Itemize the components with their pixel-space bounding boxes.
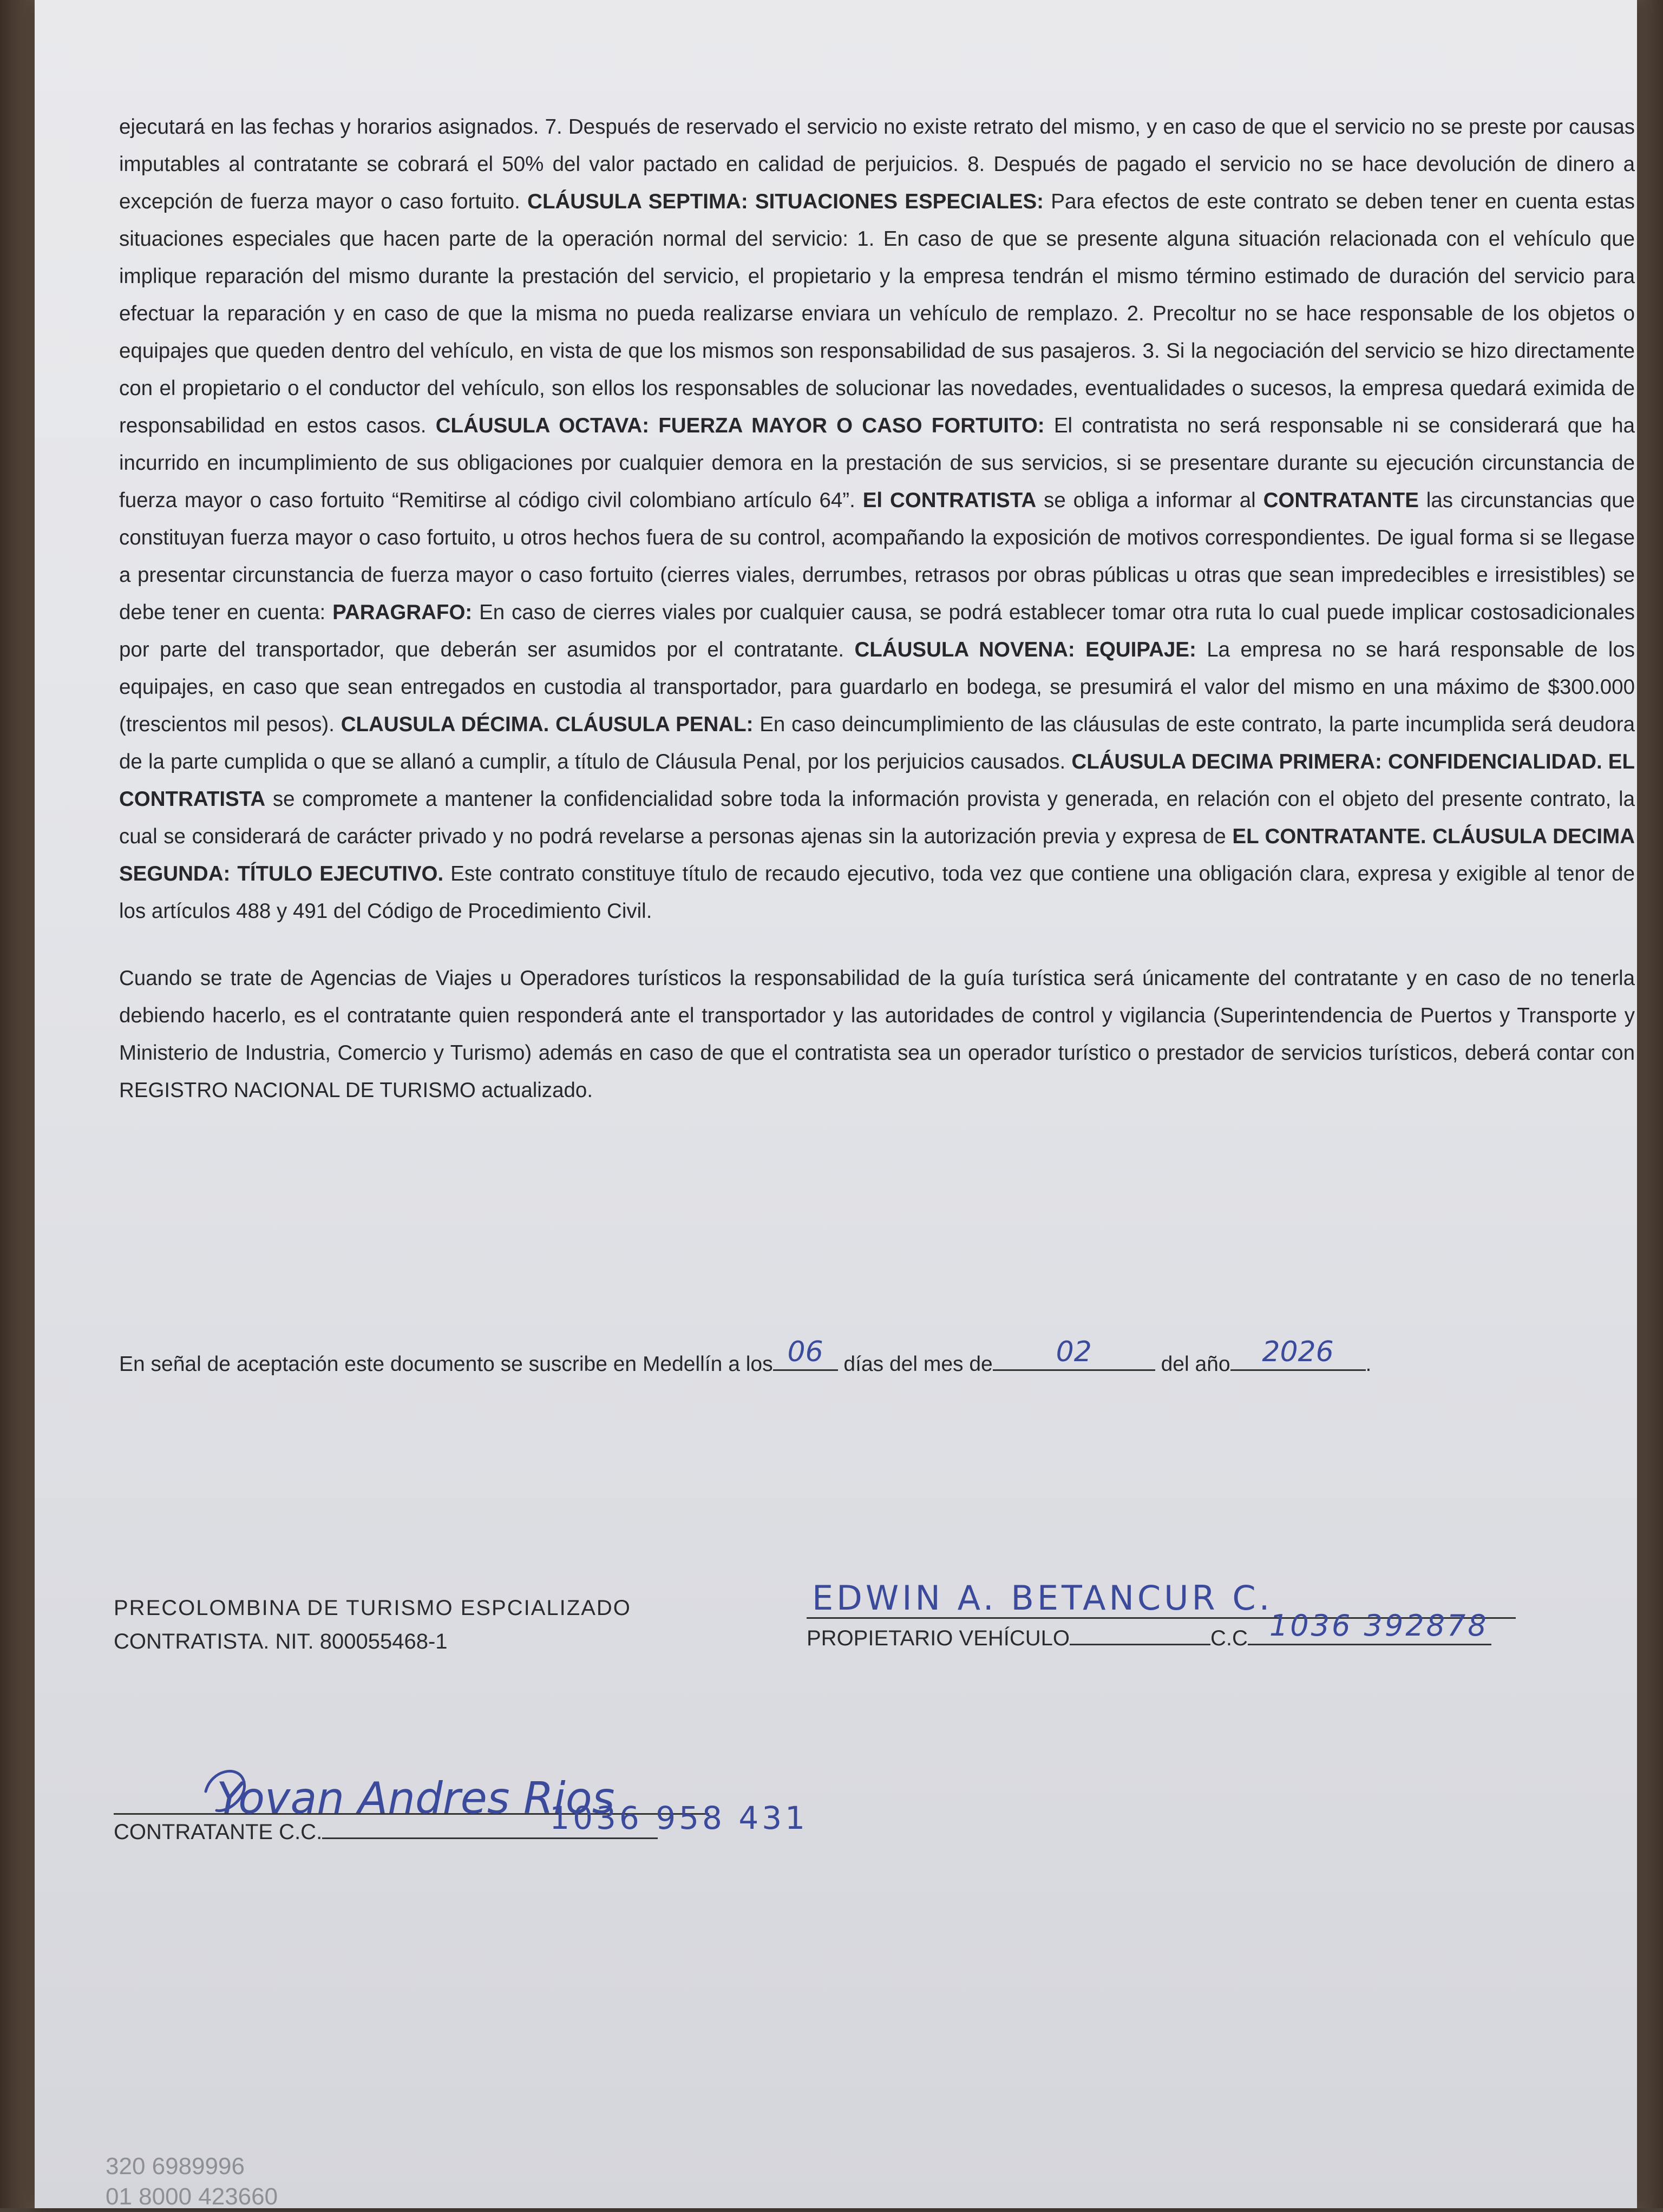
tourism-agency-paragraph: Cuando se trate de Agencias de Viajes u Operadores turísticos la responsabilidad de la guía turística será únicamente del contratante y en caso de no tenerla debiendo hacerlo, es el contratante quien responderá ante el transportador y las autoridades de control y vigilancia (Superintendencia de Puertos y Transporte y Ministerio de Industria, Comercio y Turismo) además en caso de que el contratista sea un operador turístico o prestador de servicios turísticos, deberá contar con REGISTRO NACIONAL DE TURISMO actualizado. [119,967,1635,1102]
clause-text: se compromete a mantener la confidencialidad sobre toda la información provista y generada, en relación con el objeto del presente contrato, la cual se considerará de carácter privado y no podrá revelarse a personas ajenas sin la autorización previa y expresa de [119,787,1635,848]
acceptance-prefix: En señal de aceptación este documento se suscribe en Medellín a los [119,1353,773,1376]
clause-heading: CLÁUSULA NOVENA: EQUIPAJE: [854,638,1196,661]
svg-text:Yovan Andres Rios: Yovan Andres Rios [217,1773,615,1823]
clause-heading: CLÁUSULA SEPTIMA: SITUACIONES ESPECIALES: [527,190,1044,213]
clause-heading: EL CONTRATANTE. CLÁUSULA DECIMA SEGUNDA: TÍTULO EJECUTIVO. [119,825,1635,885]
company-nit: CONTRATISTA. NIT. 800055468-1 [114,1630,448,1653]
acceptance-end: . [1365,1353,1372,1376]
clause-heading: PARAGRAFO: [332,601,473,624]
clause-heading: CLAUSULA DÉCIMA. CLÁUSULA PENAL: [341,713,754,736]
day-blank [773,1336,838,1371]
contratante-id-row [114,1800,809,1845]
clauses-paragraph [119,108,1635,930]
contratante-label: CONTRATANTE C.C. [114,1820,323,1844]
company-name: PRECOLOMBINA DE TURISMO ESPCIALIZADO [114,1596,631,1620]
company-signature-block [114,1591,631,1658]
clause-text: ejecutará en las fechas y horarios asignados. 7. Después de reservado el servicio no existe retrato del mismo, y en caso de que el servicio no se preste por causas imputables al contratante se cobrará el 50% del valor pactado en calidad de perjuicios. 8. Después de pagado el servicio no se hace devolución de dinero a excepción de fuerza mayor o caso fortuito. [119,115,1635,213]
owner-cc-label: C.C [1210,1626,1248,1650]
clause-text: El contratista no será responsable ni se considerará que ha incurrido en incumplimiento de sus obligaciones por cualquier demora en la prestación de sus servicios, si se presentare durante su ejecución circunstancia de fuerza mayor o caso fortuito “Remitirse al código civil colombiano artículo 64”. [119,414,1635,512]
clause-heading: CLÁUSULA OCTAVA: FUERZA MAYOR O CASO FORTUITO: [435,414,1045,437]
clause-heading: CLÁUSULA DECIMA PRIMERA: CONFIDENCIALIDAD. EL CONTRATISTA [119,750,1635,811]
footer-phone-2: 01 8000 423660 [106,2183,278,2210]
acceptance-year-label: del año [1161,1353,1230,1376]
month-blank [993,1336,1155,1371]
footer-phones [106,2151,278,2212]
clause-text: La empresa no se hará responsable de los equipajes, en caso que sean entregados en custodia al transportador, para guardarlo en bodega, se presumirá el valor del mismo en una máximo de $300.000 (trescientos mil pesos). [119,638,1635,736]
owner-blank [1070,1624,1210,1645]
clause-heading: CONTRATANTE [1263,489,1419,512]
owner-name-handwritten: EDWIN A. BETANCUR C. [812,1578,1273,1618]
day-value: 06 [787,1336,823,1368]
month-value: 02 [1056,1336,1092,1368]
clause-heading: El CONTRATISTA [862,489,1037,512]
clause-text: las circunstancias que constituyan fuerza mayor o caso fortuito, u otros hechos fuera de su control, acompañando la exposición de motivos correspondientes. De igual forma si se llegase a presentar circunstancia de fuerza mayor o caso fortuito (cierres viales, derrumbes, retrasos por obras públicas u otras que sean impredecibles e irresistibles) se debe tener en cuenta: [119,489,1635,624]
clause-text: En caso deincumplimiento de las cláusulas de este contrato, la parte incumplida será deudora de la parte cumplida o que se allanó a cumplir, a título de Cláusula Penal, por los perjuicios causados. [119,713,1635,773]
owner-signature-block [807,1578,1516,1655]
year-value: 2026 [1262,1336,1334,1368]
acceptance-statement [119,1336,1372,1376]
owner-label: PROPIETARIO VEHÍCULO [807,1626,1070,1650]
clause-text: se obliga a informar al [1036,489,1263,512]
owner-id-row [807,1609,1516,1655]
clause-text: En caso de cierres viales por cualquier causa, se podrá establecer tomar otra ruta lo cual puede implicar costosadicionales por parte del transportador, que deberán ser asumidos por el contratante. [119,601,1635,661]
contratante-cc-blank [322,1800,809,1839]
contract-body [119,108,1635,1109]
contratante-cc-value: 1036 958 431 [549,1800,809,1836]
acceptance-month-label: días del mes de [843,1353,993,1376]
contratante-signature-block [114,1770,809,1845]
footer-phone-1: 320 6989996 [106,2153,245,2180]
owner-cc-blank [1248,1609,1491,1645]
owner-cc-value: 1036 392878 [1269,1609,1489,1643]
year-blank [1230,1336,1366,1371]
clause-text: Para efectos de este contrato se deben tener en cuenta estas situaciones especiales que hacen parte de la operación normal del servicio: 1. En caso de que se presente alguna situación relacionada con el vehículo que implique reparación del mismo durante la prestación del servicio, el propietario y la empresa tendrán el mismo término estimado de duración del servicio para efectuar la reparación y en caso de que la misma no pueda realizarse enviara un vehículo de remplazo. 2. Precoltur no se hace responsable de los objetos o equipajes que queden dentro del vehículo, en vista de que los mismos son responsabilidad de sus pasajeros. 3. Si la negociación del servicio se hizo directamente con el propietario o el conductor del vehículo, son ellos los responsables de solucionar las novedades, eventualidades o sucesos, la empresa quedará eximida de responsabilidad en estos casos. [119,190,1635,437]
clause-text: Este contrato constituye título de recaudo ejecutivo, toda vez que contiene una obligación clara, expresa y exigible al tenor de los artículos 488 y 491 del Código de Procedimiento Civil. [119,862,1635,923]
